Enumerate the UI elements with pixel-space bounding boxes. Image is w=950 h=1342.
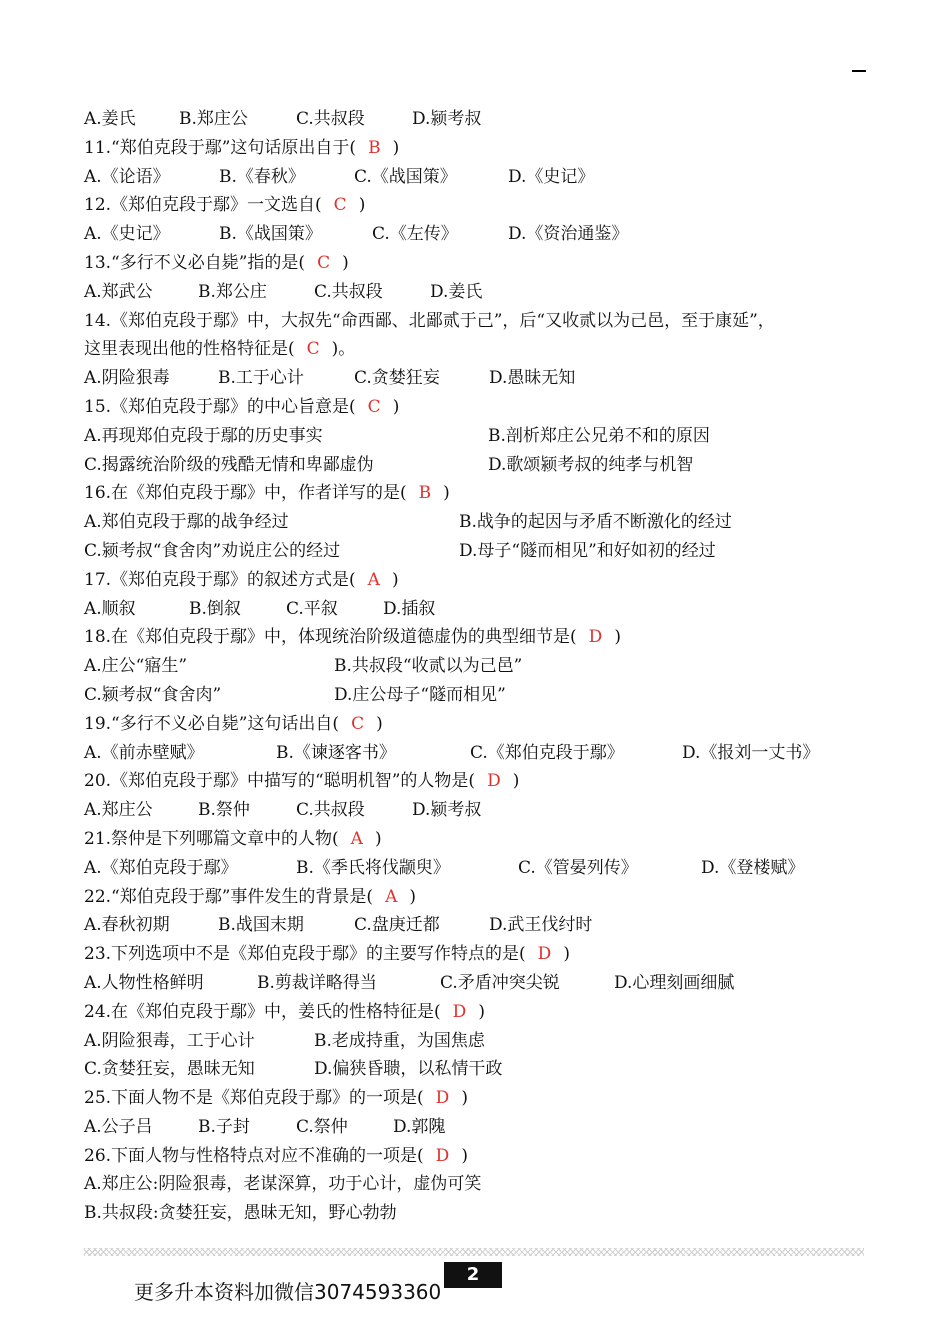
option-b: D.歌颂颍考叔的纯孝与机智 (488, 454, 694, 475)
answer-letter: D (588, 627, 603, 648)
option-row (84, 969, 884, 998)
question-text: 16.在《郑伯克段于鄢》中，作者详写的是( (84, 483, 407, 504)
option-d: D.心理刻画细腻 (614, 972, 735, 993)
option-d: D.愚昧无知 (489, 368, 576, 389)
option-a: A.春秋初期 (84, 915, 170, 936)
option-b: B.子封 (198, 1116, 250, 1137)
option-b: B.郑庄公 (179, 109, 248, 129)
option-b: B.剪裁详略得当 (257, 972, 377, 993)
option-a: A.公子吕 (84, 1116, 153, 1137)
option-c: C.《郑伯克段于鄢》 (470, 742, 624, 763)
option-c: C.《战国策》 (354, 166, 457, 187)
question-line (84, 767, 884, 796)
option-b: D.庄公母子“隧而相见” (334, 684, 506, 705)
question-suffix: ) (478, 1001, 485, 1022)
option-b: D.母子“隧而相见”和好如初的经过 (459, 540, 716, 561)
question-text: 24.在《郑伯克段于鄢》中，姜氏的性格特征是( (84, 1001, 441, 1022)
option-a: A.人物性格鲜明 (84, 972, 204, 993)
option-b: B.郑公庄 (198, 281, 267, 302)
option-d: D.姜氏 (430, 281, 483, 302)
option-row (84, 278, 884, 307)
question-line (84, 134, 884, 163)
option-b: B.《战国策》 (219, 224, 322, 245)
question-text: 15.《郑伯克段于鄢》的中心旨意是( (84, 396, 356, 417)
option-b: B.战争的起因与矛盾不断激化的经过 (459, 512, 732, 533)
question-list (84, 105, 884, 1228)
question-line (84, 710, 884, 739)
option-a: A.郑庄公 (84, 800, 153, 821)
option-d: D.《史记》 (508, 166, 595, 187)
option-b: B.倒叙 (189, 598, 241, 619)
option-c: C.祭仲 (296, 1116, 348, 1137)
question-text: B.共叔段:贪婪狂妄，愚昧无知，野心勃勃 (84, 1203, 397, 1224)
option-row (84, 220, 884, 249)
question-suffix: ) (443, 483, 450, 504)
option-c: C.矛盾冲突尖锐 (440, 972, 560, 993)
question-suffix: ) (374, 828, 382, 849)
answer-letter: C (351, 713, 365, 734)
option-b: B.老成持重，为国焦虑 (314, 1030, 485, 1051)
question-text: 19.“多行不义必自毙”这句话出自( (84, 713, 340, 734)
answer-letter: D (435, 1145, 450, 1166)
answer-letter: A (385, 886, 398, 907)
option-a: C.颍考叔“食舍肉”劝说庄公的经过 (84, 540, 341, 561)
question-suffix: ) (512, 771, 520, 792)
question-line (84, 825, 884, 854)
question-text: 17.《郑伯克段于鄢》的叙述方式是( (84, 569, 356, 590)
answer-letter: C (306, 339, 320, 360)
question-suffix: ) (409, 886, 416, 907)
question-line (84, 1170, 884, 1199)
option-row (84, 739, 884, 768)
question-line (84, 623, 884, 652)
option-a: A.庄公“寤生” (84, 656, 188, 677)
option-row (84, 422, 884, 451)
option-a: A.《前赤壁赋》 (84, 742, 204, 763)
question-text: 26.下面人物与性格特点对应不准确的一项是( (84, 1145, 424, 1166)
question-line (84, 1199, 884, 1228)
option-b: B.战国末期 (218, 915, 304, 936)
option-b: B.祭仲 (198, 800, 250, 821)
answer-letter: D (435, 1088, 450, 1109)
option-d: D.插叙 (383, 598, 436, 619)
footer-promo-text: 更多升本资料加微信3074593360 (134, 1280, 442, 1304)
page-number: 2 (444, 1262, 502, 1288)
option-a: A.阴险狠毒，工于心计 (84, 1030, 255, 1051)
option-row (84, 854, 884, 883)
answer-letter: A (350, 828, 363, 849)
option-row (84, 364, 884, 393)
option-b: B.《季氏将伐颛臾》 (296, 857, 450, 878)
answer-letter: B (418, 483, 432, 504)
question-line (84, 479, 884, 508)
option-a: A.《论语》 (84, 166, 170, 187)
option-a: C.颍考叔“食舍肉” (84, 684, 222, 705)
question-line (84, 307, 884, 336)
option-d: D.武王伐纣时 (489, 915, 593, 936)
question-line (84, 883, 884, 912)
answer-letter: A (367, 569, 380, 590)
question-line (84, 249, 884, 278)
option-b: B.剖析郑庄公兄弟不和的原因 (488, 425, 710, 446)
answer-letter: D (487, 771, 501, 792)
question-text: 12.《郑伯克段于鄢》一文选自( (84, 195, 322, 216)
question-text: 22.“郑伯克段于鄢”事件发生的背景是( (84, 886, 374, 907)
option-c: C.《左传》 (372, 224, 458, 245)
question-line (84, 566, 884, 595)
option-row (84, 911, 884, 940)
option-a: C.贪婪狂妄，愚昧无知 (84, 1059, 255, 1080)
option-row (84, 652, 884, 681)
question-text: 25.下面人物不是《郑伯克段于鄢》的一项是( (84, 1088, 424, 1109)
question-suffix: ) (376, 713, 383, 734)
option-c: C.贪婪狂妄 (354, 368, 440, 389)
answer-letter: D (452, 1001, 467, 1022)
option-a: A.再现郑伯克段于鄢的历史事实 (84, 425, 323, 446)
answer-letter: C (367, 396, 381, 417)
option-d: D.《报刘一丈书》 (682, 742, 820, 763)
answer-letter: C (317, 252, 331, 273)
option-d: D.《登楼赋》 (701, 857, 805, 878)
question-line (84, 335, 884, 364)
question-suffix: ) (358, 195, 366, 216)
option-row (84, 796, 884, 825)
option-b: B.共叔段“收贰以为己邑” (334, 656, 523, 677)
option-c: C.《管晏列传》 (518, 857, 638, 878)
answer-letter: D (537, 944, 552, 965)
option-c: C.共叔段 (314, 281, 383, 302)
option-d: D.郭隗 (393, 1116, 446, 1137)
question-suffix: ) (563, 944, 570, 965)
question-text: 14.《郑伯克段于鄢》中，大叔先“命西鄙、北鄙贰于己”，后“又收贰以为己邑，至于康延”， (84, 310, 775, 331)
option-row (84, 508, 884, 537)
option-row (84, 595, 884, 624)
option-row (84, 451, 884, 480)
question-suffix: ) (392, 137, 400, 158)
question-suffix: ) (614, 627, 621, 648)
option-row (84, 1113, 884, 1142)
option-row (84, 1027, 884, 1056)
option-row (84, 681, 884, 710)
question-line (84, 998, 884, 1027)
option-a: A.郑伯克段于鄢的战争经过 (84, 512, 289, 533)
question-text: 20.《郑伯克段于鄢》中描写的“聪明机智”的人物是( (84, 771, 476, 792)
option-b: D.偏狭昏聩，以私情干政 (314, 1059, 503, 1080)
answer-letter: B (368, 137, 381, 158)
option-a: A.顺叙 (84, 598, 136, 619)
question-text: 21.祭仲是下列哪篇文章中的人物( (84, 828, 339, 849)
question-suffix: ) (461, 1088, 468, 1109)
question-text: 18.在《郑伯克段于鄢》中，体现统治阶级道德虚伪的典型细节是( (84, 627, 577, 648)
option-c: C.盘庚迁都 (354, 915, 440, 936)
option-b: B.《春秋》 (219, 166, 305, 187)
option-row (84, 1055, 884, 1084)
question-line (84, 191, 884, 220)
question-line (84, 1142, 884, 1171)
option-b: B.《谏逐客书》 (276, 742, 396, 763)
option-d: D.颍考叔 (412, 800, 482, 821)
question-text: 13.“多行不义必自毙”指的是( (84, 252, 306, 273)
option-a: C.揭露统治阶级的残酷无情和卑鄙虚伪 (84, 454, 374, 475)
option-d: D.颍考叔 (412, 109, 482, 129)
option-c: C.共叔段 (296, 800, 365, 821)
option-a: A.《史记》 (84, 224, 170, 245)
option-row (84, 163, 884, 192)
question-line (84, 393, 884, 422)
question-line (84, 940, 884, 969)
option-c: C.共叔段 (296, 109, 365, 129)
question-text: 这里表现出他的性格特征是( (84, 339, 295, 360)
option-b: B.工于心计 (218, 368, 304, 389)
option-row (84, 537, 884, 566)
option-a: A.姜氏 (84, 109, 136, 129)
option-row (84, 105, 884, 134)
question-text: 11.“郑伯克段于鄢”这句话原出自于( (84, 137, 357, 158)
answer-letter: C (333, 195, 347, 216)
option-a: A.《郑伯克段于鄢》 (84, 857, 238, 878)
option-a: A.阴险狠毒 (84, 368, 170, 389)
question-suffix: ) (391, 569, 399, 590)
option-d: D.《资治通鉴》 (508, 224, 629, 245)
question-suffix: ) (392, 396, 400, 417)
footer-divider (84, 1248, 864, 1256)
question-line (84, 1084, 884, 1113)
option-a: A.郑武公 (84, 281, 153, 302)
question-text: A.郑庄公:阴险狠毒，老谋深算，功于心计，虚伪可笑 (84, 1174, 482, 1195)
question-text: 23.下列选项中不是《郑伯克段于鄢》的主要写作特点的是( (84, 944, 526, 965)
question-suffix: ) (342, 252, 349, 273)
question-suffix: )。 (331, 339, 356, 360)
option-c: C.平叙 (286, 598, 338, 619)
question-suffix: ) (461, 1145, 468, 1166)
header-dash (852, 70, 866, 72)
